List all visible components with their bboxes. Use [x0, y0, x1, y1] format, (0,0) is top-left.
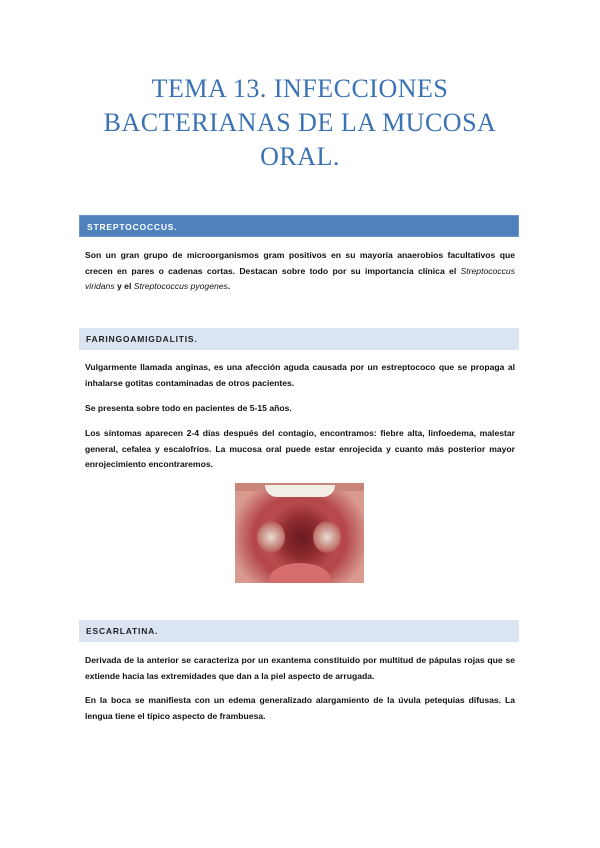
paragraph: Vulgarmente llamada anginas, es una afección aguda causada por un estreptococo que se propaga al inhalarse gotitas contaminadas de otros pacientes. [85, 362, 515, 388]
teeth [265, 485, 335, 497]
italic-term: Streptococcus viridans [85, 265, 515, 291]
tonsil-left [257, 521, 285, 553]
text: y el [114, 281, 134, 291]
page-title [100, 72, 500, 174]
section-heading-streptococcus: STREPTOCOCCUS. [79, 215, 519, 237]
text: Son un gran grupo de microorganismos gram positivos en su mayoría anaerobios facultativos que crecen en pares o cadenas cortas. Destacan sobre todo por su importancia clínica el [85, 250, 515, 276]
paragraph: Se presenta sobre todo en pacientes de 5-15 años. [85, 403, 292, 413]
section-heading-escarlatina: ESCARLATINA. [79, 620, 519, 642]
throat-photo [235, 483, 364, 583]
italic-term: Streptococcus pyogenes [133, 281, 228, 291]
title-line: TEMA 13. INFECCIONES [151, 74, 449, 103]
tongue [270, 563, 330, 583]
tonsil-right [313, 521, 341, 553]
paragraph: En la boca se manifiesta con un edema generalizado alargamiento de la úvula petequias difusas. La lengua tiene el típico aspecto de frambuesa. [85, 695, 515, 721]
title-line: BACTERIANAS DE LA MUCOSA [103, 108, 497, 137]
paragraph: Derivada de la anterior se caracteriza por un exantema constituido por multitud de pápulas rojas que se extiende hacia las extremidades que dan a la piel aspecto de arrugada. [85, 655, 515, 681]
paragraph [85, 248, 515, 295]
section-heading-faringoamigdalitis: FARINGOAMIGDALITIS. [79, 328, 519, 350]
title-line: ORAL. [260, 142, 340, 171]
text: . [227, 281, 231, 291]
paragraph: Los síntomas aparecen 2-4 días después del contagio, encontramos: fiebre alta, linfoedema, malestar general, cefalea y escalofríos. La mucosa oral puede estar enrojecida y cuanto más posterior mayor enrojecimiento encontraremos. [85, 428, 515, 469]
